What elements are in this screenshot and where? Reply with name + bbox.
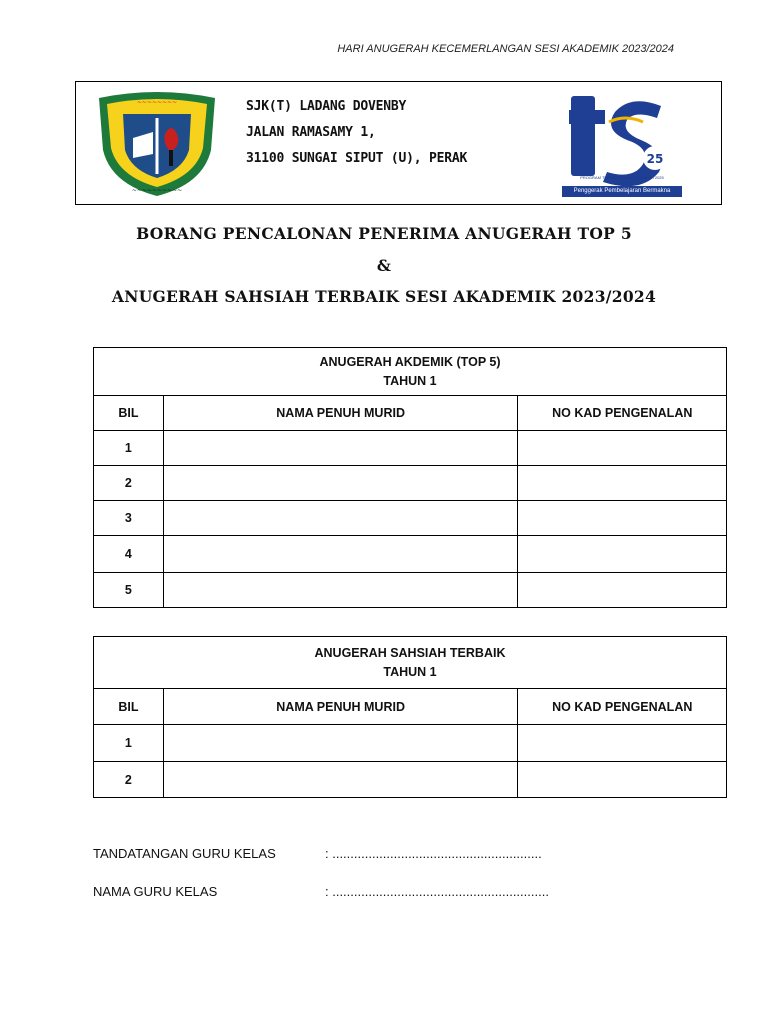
row-number: 1 [94,725,164,762]
column-header-name: NAMA PENUH MURID [163,689,518,725]
row-number: 2 [94,466,164,501]
school-address [246,94,467,172]
address-line-2: 31100 SUNGAI SIPUT (U), PERAK [246,151,468,166]
address-line-1: JALAN RAMASAMY 1, [246,125,376,140]
column-header-ic: NO KAD PENGENALAN [518,689,727,725]
table-row [94,431,727,466]
form-title-ampersand: & [376,256,392,275]
ic-cell[interactable] [518,536,727,573]
name-cell[interactable] [163,466,518,501]
form-title-line-2: ANUGERAH SAHSIAH TERBAIK SESI AKADEMIK 2023/2024 [111,287,657,306]
table-row [94,466,727,501]
name-cell[interactable] [163,501,518,536]
name-cell[interactable] [163,573,518,608]
name-cell[interactable] [163,536,518,573]
svg-text:~~~~~~~~~~: ~~~~~~~~~~ [131,187,183,194]
table-row [94,725,727,762]
ic-cell[interactable] [518,431,727,466]
signature-label: TANDATANGAN GURU KELAS [93,846,276,861]
table-row [94,501,727,536]
ts25-logo [569,92,675,200]
ts25-caption: PROGRAM TRANSFORMASI SEKOLAH 2025 [580,175,664,180]
name-cell[interactable] [163,431,518,466]
table-row [94,536,727,573]
name-cell[interactable] [163,762,518,798]
ic-cell[interactable] [518,573,727,608]
row-number: 1 [94,431,164,466]
svg-text:~~~~~~~~: ~~~~~~~~ [136,99,178,106]
table-caption: ANUGERAH AKDEMIK (TOP 5) TAHUN 1 [94,348,727,396]
teacher-name-field[interactable]: : ............................................................ [325,884,549,899]
table-row [94,762,727,798]
column-header-ic: NO KAD PENGENALAN [518,396,727,431]
row-number: 4 [94,536,164,573]
row-number: 3 [94,501,164,536]
top5-nomination-table [93,347,727,608]
svg-text:25: 25 [646,152,664,166]
ic-cell[interactable] [518,725,727,762]
teacher-name-label: NAMA GURU KELAS [93,884,218,899]
table-row [94,573,727,608]
school-crest-logo [93,88,221,198]
letterhead [75,81,722,205]
sahsiah-nomination-table [93,636,727,798]
ic-cell[interactable] [518,466,727,501]
ic-cell[interactable] [518,762,727,798]
row-number: 2 [94,762,164,798]
signature-field[interactable]: : .......................................................... [325,846,542,861]
row-number: 5 [94,573,164,608]
name-cell[interactable] [163,725,518,762]
school-name: SJK(T) LADANG DOVENBY [246,99,407,114]
table-caption: ANUGERAH SAHSIAH TERBAIK TAHUN 1 [94,637,727,689]
form-title-line-1: BORANG PENCALONAN PENERIMA ANUGERAH TOP 5 [136,224,632,243]
running-header: HARI ANUGERAH KECEMERLANGAN SESI AKADEMIK 2023/2024 [337,43,674,55]
column-header-bil: BIL [94,689,164,725]
ts25-tagline: Penggerak Pembelajaran Bermakna [562,186,682,197]
column-header-name: NAMA PENUH MURID [163,396,518,431]
ic-cell[interactable] [518,501,727,536]
column-header-bil: BIL [94,396,164,431]
